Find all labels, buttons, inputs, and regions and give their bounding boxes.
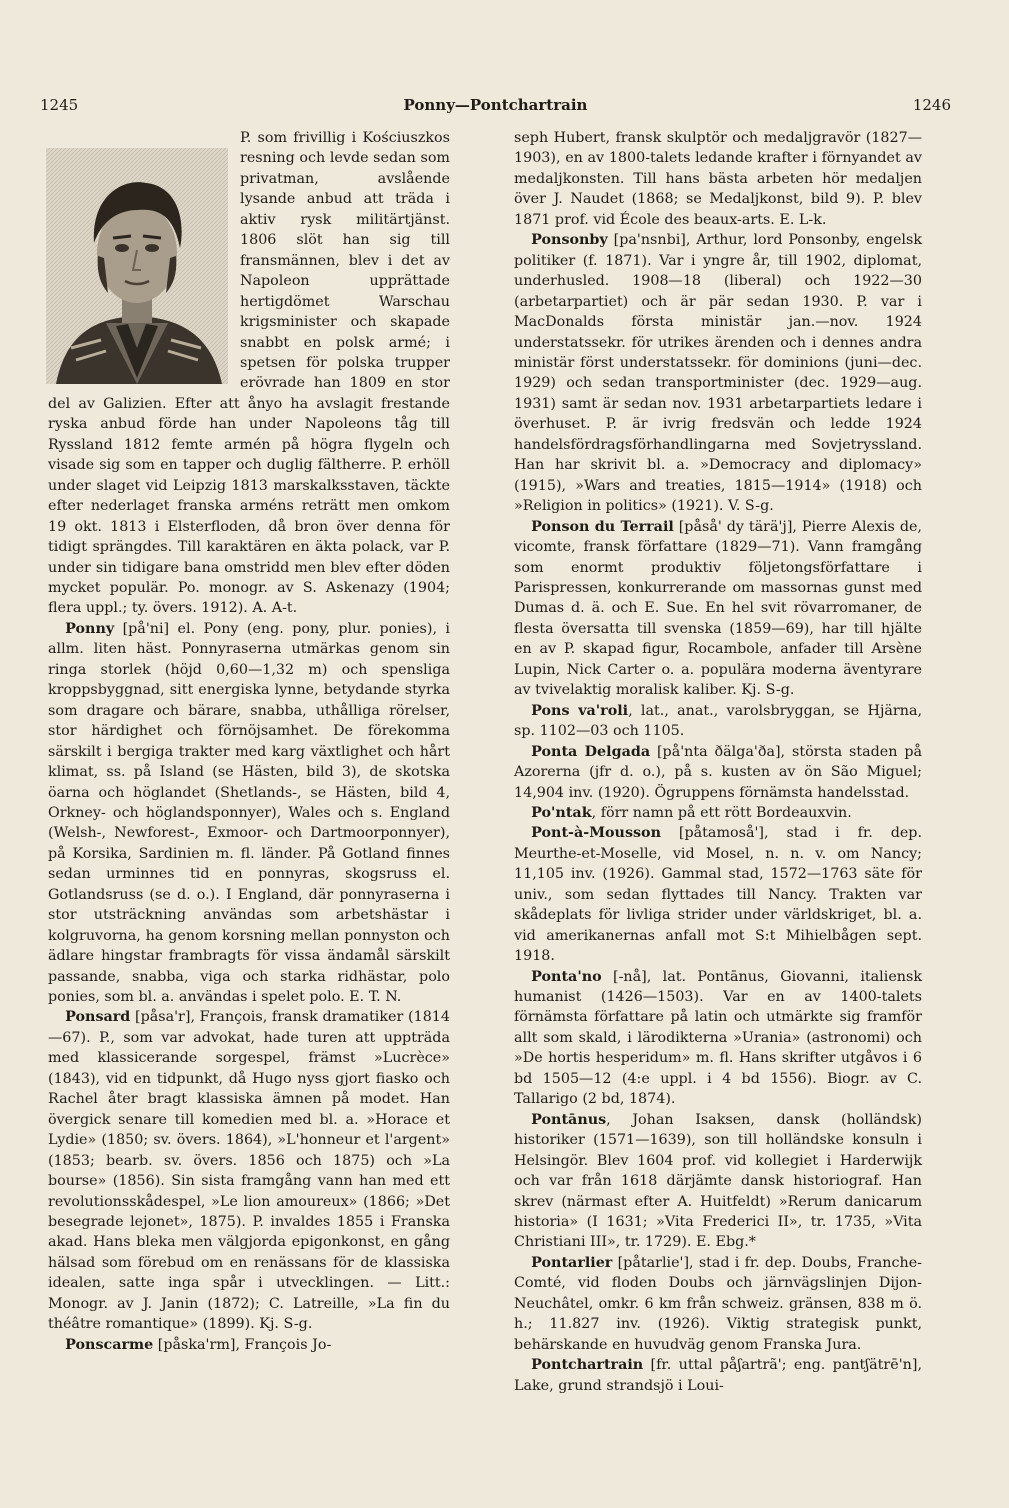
- entry-headword: Ponsard: [65, 1009, 131, 1026]
- entry-text: [fr. uttal påʃartrã'; eng. pantʃätrē'n], Lake, grund strandsjö i Loui-: [514, 1357, 922, 1394]
- entry-headword: Ponta'no: [531, 968, 602, 985]
- entry-text: [pa'nsnbi], Arthur, lord Ponsonby, engelsk politiker (f. 1871). Var i yngre år, till 1902, diplomat, underhusled. 1908—18 (liberal) och 1922—30 (arbetarpartiet) och är pär sedan 1930. P. var i MacDonalds första ministär jan.—nov. 1924 understatssekr. för utrikes ärenden och i dennes andra ministär först understatssekr. för dominions (juni—dec. 1929) och sedan transportminister (dec. 1929—aug. 1931) samt är sedan nov. 1931 arbetarpartiets ledare i överhuset. P. är ivrig fredsvän och ledde 1924 handelsfördragsförhandlingarna med Sovjetryssland. Han har skrivit bl. a. »Democracy and diplomacy» (1915), »Wars and treaties, 1815—1914» (1918) och »Religion in politics» (1921). V. S-g.: [514, 232, 922, 515]
- entry-headword: Ponsonby: [531, 232, 608, 249]
- right-page-number: 1246: [912, 96, 951, 114]
- entry-text: [på'ni] el. Pony (eng. pony, plur. ponies), i allm. liten häst. Ponnyraserna utmärkas genom sin ringa storlek (höjd 0,60—1,32 m) och spensliga kroppsbyggnad, sitt energiska lynne, betydande styrka som dragare och bärare, snabba, uthålliga rörelser, stor härdighet och förnöjsamhet. De förekomma särskilt i bergiga trakter med karg växtlighet och hårt klimat, ss. på Island (se Hästen, bild 3), de skotska öarna och höglandet (Shetlands-, se Hästen, bild 4, Orkney- och höglandsponnyer), Wales och s. England (Welsh-, Newforest-, Exmoor- och Dartmoorponnyer), på Korsika, Sardinien m. fl. länder. På Gotland finnes sedan urminnes tid en ponnyras, skogsruss el. Gotlandsruss (se d. o.). I England, där ponnyraserna i stor utsträckning användas som arbetshästar i kolgruvorna, ha genom korsning mellan ponnyston och ädlare hingstar frambragts för vissa ändamål särskilt passande, snabba, viga och starka ridhästar, polo ponies, som bl. a. användas i spelet polo. E. T. N.: [48, 620, 450, 1006]
- entry-text: [-nå], lat. Pontānus, Giovanni, italiensk humanist (1426—1503). Var en av 1400-talets förnämsta författare på latin och utmärkte sig framför allt som skald, i lärodikterna »Urania» (astronomi) och »De hortis hesperidum» m. fl. Hans skrifter utgåvos i 6 bd 1505—12 (4:e uppl. i 4 bd 1556). Biogr. av C. Tallarigo (2 bd, 1874).: [514, 968, 922, 1108]
- entry-ponta-delgada: [514, 742, 922, 803]
- left-column: [48, 128, 450, 1355]
- entry-headword: Pont-à-Mousson: [531, 825, 661, 842]
- entry-poniatowski-continued: [48, 128, 450, 619]
- entry-text: [påtamoså'], stad i fr. dep. Meurthe-et-Moselle, vid Mosel, n. n. v. om Nancy; 11,105 inv. (1926). Gammal stad, 1572—1763 säte för univ., som sedan flyttades till Nancy. Trakten var skådeplats för livliga strider under världskriget, bl. a. vid amerikanernas anfall mot S:t Mihielbågen sept. 1918.: [514, 825, 922, 965]
- left-page-number: 1245: [40, 96, 79, 114]
- entry-text: [påsa'r], François, fransk dramatiker (1814—67). P., som var advokat, hade turen att uppträda med klassicerande sorgespel, främst »Lucrèce» (1843), vid en tidpunkt, då Hugo nyss gjort fiasko och Rachel åter bragt klassiska ämnen på modet. Han övergick senare till komedien med bl. a. »Horace et Lydie» (1850; sv. övers. 1864), »L'honneur et l'argent» (1853; bearb. sv. övers. 1856 och 1875) och »La bourse» (1856). Sin sista framgång vann han med ett revolutionsskådespel, »Le lion amoureux» (1866; »Det besegrade lejonet», 1875). P. invaldes 1855 i Franska akad. Hans bleka men välgjorda epigonkonst, en gång hälsad som förebud om en renässans för de klassiska idealen, satte inga spår i utvecklingen. — Litt.: Monogr. av J. Janin (1872); C. Latreille, »La fin du théâtre romantique» (1899). Kj. S-g.: [48, 1009, 450, 1333]
- entry-text: , förr namn på ett rött Bordeauxvin.: [591, 804, 852, 821]
- entry-headword: Pons va'roli: [531, 702, 629, 719]
- entry-pontchartrain: [514, 1355, 922, 1396]
- page-header: [40, 96, 951, 122]
- entry-ponny: [48, 619, 450, 1008]
- entry-text: P. som frivillig i Kościuszkos resning och levde sedan som privatman, avslående lysande anbud att träda i aktiv rysk militärtjänst. 1806 slöt han sig till fransmännen, blev i det av Napoleon upprättade hertigdömet Warschau krigsminister och skapade snabbt en polsk armé; i spetsen för polska trupper erövrade han 1809 en stor del av Galizien. Efter att ånyo ha avslagit frestande ryska anbud förde han under Napoleons tåg till Ryssland 1812 femte armén på högra flygeln och visade sig som en tapper och duglig fältherre. P. erhöll under slaget vid Leipzig 1813 marskalksstaven, täckte efter nederlaget franska arméns reträtt men omkom 19 okt. 1813 i Elsterfloden, då bron över denna för tidigt sprängdes. Till karaktären en äkta polack, var P. under sin tidigare bana omstridd men blev efter döden mycket populär. Po. monogr. av S. Askenazy (1904; flera uppl.; ty. övers. 1912). A. A-t.: [48, 130, 450, 617]
- entry-headword: Ponny: [65, 620, 115, 637]
- entry-ponscarme-continued: [514, 128, 922, 230]
- entry-ponscarme: [48, 1335, 450, 1355]
- entry-pontano: [514, 967, 922, 1110]
- entry-headword: Po'ntak: [531, 804, 592, 821]
- entry-text: [påså' dy tärä'j], Pierre Alexis de, vicomte, fransk författare (1829—71). Vann framgång som enormt produktiv följetongsförfattare i Parispressen, konkurrerande om massornas gunst med Dumas d. ä. och E. Sue. En hel svit rövarromaner, de flesta översatta till svenska (1859—69), har till hjälte en av P. skapad figur, Rocambole, anfader till Arsène Lupin, Nick Carter o. a. populära moderna äventyrare av tvivelaktig moralisk kaliber. Kj. S-g.: [514, 518, 922, 699]
- entry-text: , Johan Isaksen, dansk (holländsk) historiker (1571—1639), son till holländske konsuln i Helsingör. Blev 1604 prof. vid kollegiet i Harderwijk och var från 1618 därjämte dansk historiograf. Han skrev (närmast efter A. Huitfeldt) »Rerum danicarum historia» (I 1631; »Vita Frederici II», tr. 1735, »Vita Christiani III», tr. 1729). E. Ebg.*: [514, 1111, 922, 1251]
- entry-headword: Pontarlier: [531, 1254, 613, 1271]
- entry-pont-a-mousson: [514, 823, 922, 966]
- entry-pontak: [514, 803, 922, 823]
- portrait-image: [46, 148, 228, 384]
- entry-text: seph Hubert, fransk skulptör och medaljgravör (1827—1903), en av 1800-talets ledande krafter i förnyandet av medaljkonsten. Till hans bästa arbeten hör medaljen över J. Naudet (1868; se Medaljkonst, bild 9). P. blev 1871 prof. vid École des beaux-arts. E. L-k.: [514, 130, 922, 228]
- entry-text: , lat., anat., varolsbryggan, se Hjärna, sp. 1102—03 och 1105.: [514, 702, 923, 740]
- entry-pons-varoli: [514, 701, 922, 742]
- entry-pontanus: [514, 1110, 922, 1253]
- entry-headword: Ponson du Terrail: [531, 518, 674, 535]
- entry-text: [påska'rm], François Jo-: [153, 1336, 332, 1353]
- entry-headword: Pontānus: [531, 1111, 607, 1128]
- entry-ponsonby: [514, 230, 922, 516]
- right-column: [514, 128, 922, 1396]
- entry-headword: Pontchartrain: [531, 1357, 644, 1374]
- entry-text: [påtarlie'], stad i fr. dep. Doubs, Franche-Comté, vid floden Doubs och järnvägslinjen Dijon-Neuchâtel, omkr. 6 km från schweiz. gränsen, 838 m ö. h.; 11.827 inv. (1926). Viktig strategisk punkt, behärskande en huvudväg genom Franska Jura.: [514, 1254, 922, 1353]
- running-title: Ponny—Pontchartrain: [403, 96, 588, 114]
- entry-ponson-du-terrail: [514, 517, 922, 701]
- entry-pontarlier: [514, 1253, 922, 1355]
- entry-headword: Ponscarme: [65, 1336, 154, 1353]
- portrait-illustration: [46, 148, 228, 384]
- entry-text: [på'nta ðälga'ða], största staden på Azorerna (jfr d. o.), på s. kusten av ön São Miguel; 14,904 inv. (1920). Ögruppens förnämsta handelsstad.: [514, 743, 922, 801]
- entry-ponsard: [48, 1007, 450, 1334]
- entry-headword: Ponta Delgada: [531, 743, 651, 760]
